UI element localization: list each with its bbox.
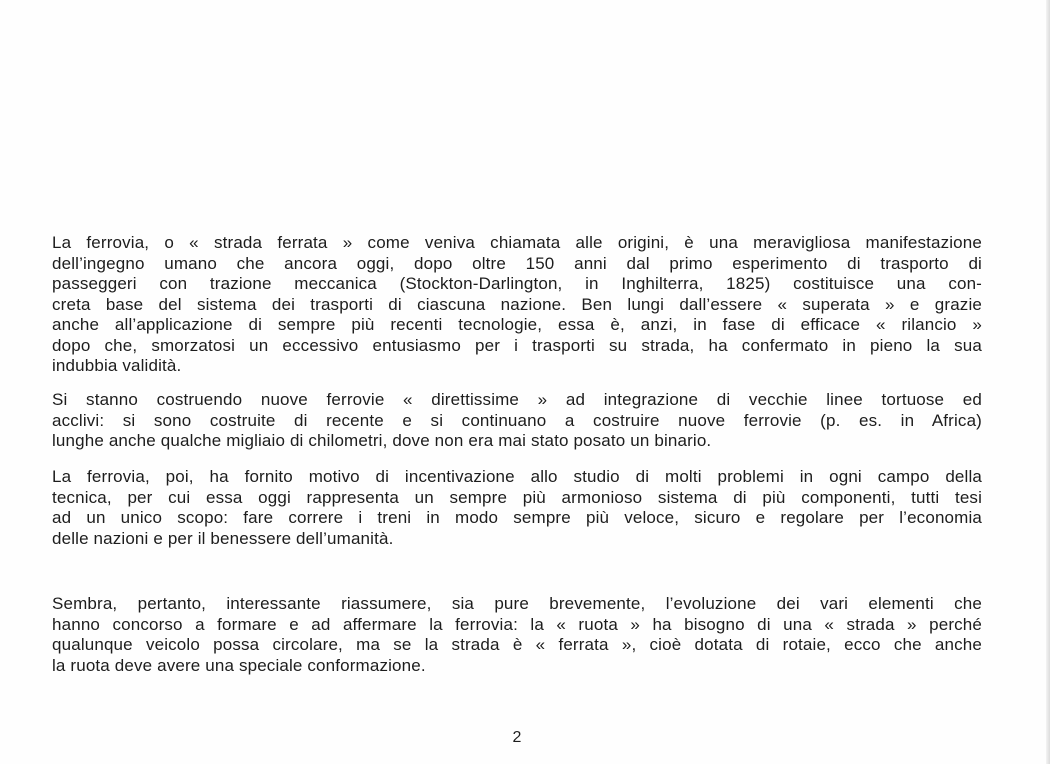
- paragraph-line: Sembra, pertanto, interessante riassumere, sia pure brevemente, l’evoluzione dei vari elementi che: [52, 594, 982, 613]
- paragraph-line: acclivi: si sono costruite di recente e si continuano a costruire nuove ferrovie (p. es. in Africa): [52, 410, 982, 430]
- page-number: 2: [512, 729, 522, 746]
- paragraph-3: [52, 467, 982, 549]
- paragraph-line: tecnica, per cui essa oggi rappresenta un sempre più armonioso sistema di più componenti, tutti tesi: [52, 487, 982, 507]
- paragraph-line: la ruota deve avere una speciale conformazione.: [52, 655, 426, 675]
- paragraph-line: creta base del sistema dei trasporti di ciascuna nazione. Ben lungi dall’essere « superata » e grazie: [52, 294, 982, 314]
- paragraph-line: Si stanno costruendo nuove ferrovie « direttissime » ad integrazione di vecchie linee tortuose ed: [52, 390, 982, 409]
- paragraph-line: La ferrovia, o « strada ferrata » come veniva chiamata alle origini, è una meravigliosa manifestazione: [52, 233, 982, 252]
- paragraph-line: ad un unico scopo: fare correre i treni in modo sempre più veloce, sicuro e regolare per l’economia: [52, 508, 982, 527]
- paragraph-1: [52, 233, 982, 377]
- paragraph-line: indubbia validità.: [52, 356, 182, 375]
- page-edge-shadow: [1046, 0, 1050, 764]
- paragraph-line: hanno concorso a formare e ad affermare la ferrovia: la « ruota » ha bisogno di una « strada » perché: [52, 614, 982, 634]
- paragraph-line: passeggeri con trazione meccanica (Stockton-Darlington, in Inghilterra, 1825) costituisce una con-: [52, 274, 982, 293]
- paragraph-line: delle nazioni e per il benessere dell’umanità.: [52, 528, 394, 548]
- paragraph-2: [52, 390, 982, 452]
- paragraph-line: La ferrovia, poi, ha fornito motivo di incentivazione allo studio di molti problemi in ogni campo della: [52, 467, 982, 486]
- paragraph-line: qualunque veicolo possa circolare, ma se la strada è « ferrata », cioè dotata di rotaie, ecco che anche: [52, 635, 982, 654]
- paragraph-4: [52, 594, 982, 676]
- paragraph-line: dell’ingegno umano che ancora oggi, dopo oltre 150 anni dal primo esperimento di trasporto di: [52, 253, 982, 273]
- paragraph-line: dopo che, smorzatosi un eccessivo entusiasmo per i trasporti su strada, ha confermato in pieno la sua: [52, 335, 982, 355]
- paragraph-line: anche all’applicazione di sempre più recenti tecnologie, essa è, anzi, in fase di efficace « rilancio »: [52, 315, 982, 334]
- paragraph-line: lunghe anche qualche migliaio di chilometri, dove non era mai stato posato un binario.: [52, 431, 712, 450]
